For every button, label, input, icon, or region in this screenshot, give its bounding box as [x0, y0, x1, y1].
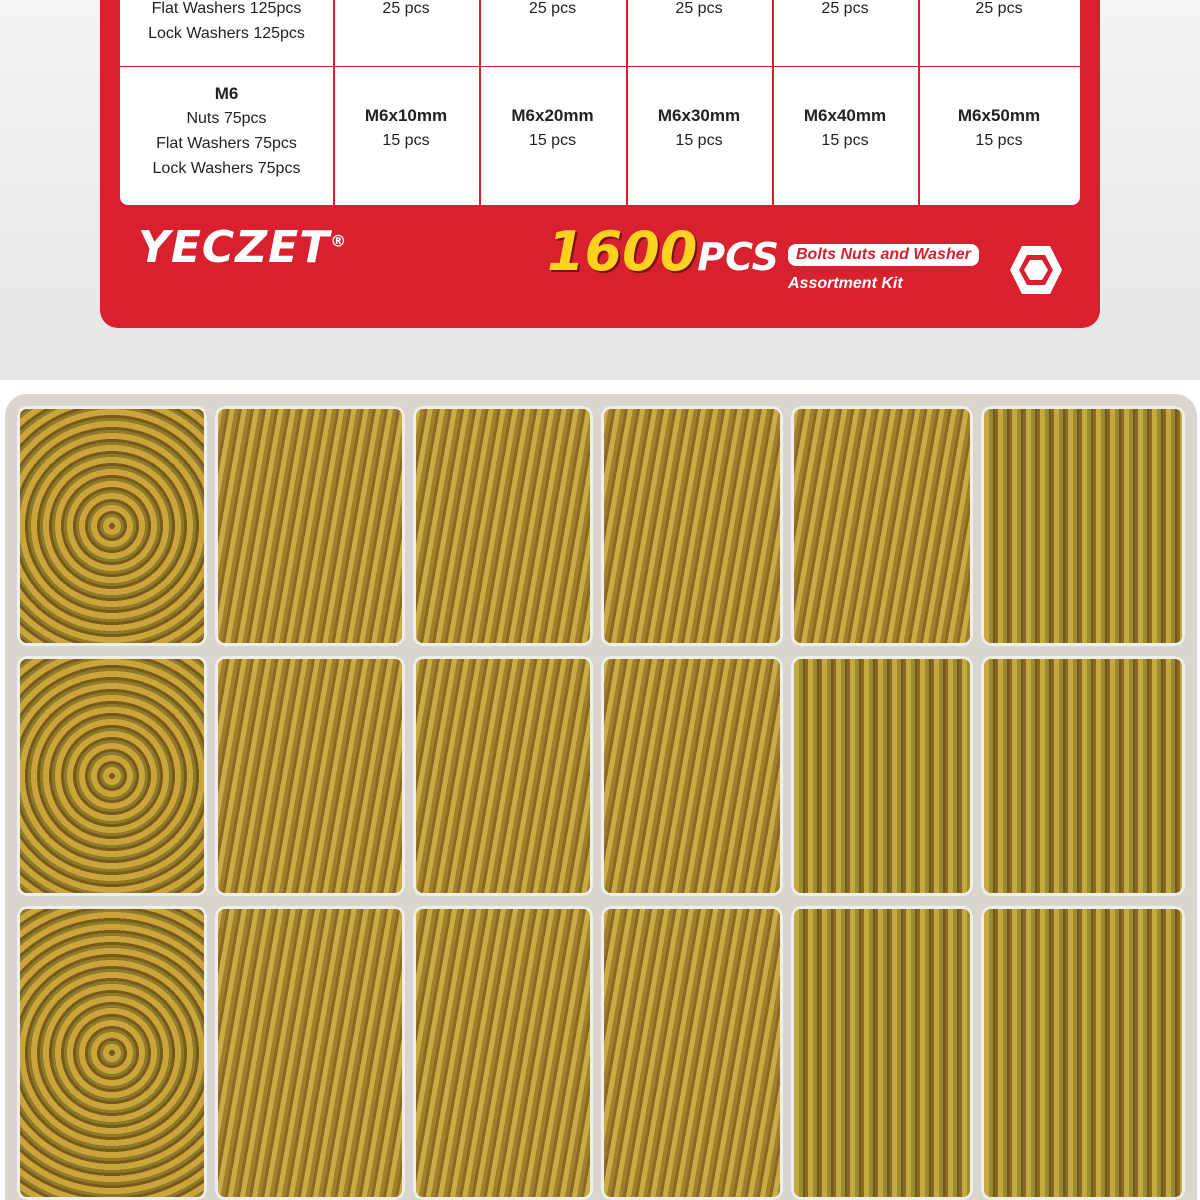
label-line: Lock Washers 125pcs: [148, 25, 305, 42]
compartment: [17, 906, 207, 1200]
compartment: [791, 406, 973, 646]
label-line: Flat Washers 75pcs: [156, 135, 297, 152]
size-cell: [772, 103, 918, 153]
organizer-tray: [5, 394, 1197, 1200]
compartment: [17, 656, 207, 896]
qty-label: 15 pcs: [675, 132, 723, 149]
label-line: Nuts 75pcs: [186, 110, 267, 127]
product-subtitle: Assortment Kit: [788, 275, 903, 292]
size-label: M6x50mm: [957, 106, 1041, 125]
compartment: [17, 406, 207, 646]
product-tag: Bolts Nuts and Washer: [788, 244, 979, 266]
row1-label: [120, 0, 333, 46]
size-cell: [479, 103, 626, 153]
qty-cell: 25 pcs: [382, 0, 430, 17]
qty-label: 15 pcs: [975, 132, 1023, 149]
compartment: [981, 406, 1185, 646]
compartment: [601, 656, 783, 896]
case-lid: [0, 0, 1200, 380]
count-number: 1600: [547, 220, 698, 283]
qty-cell: 25 pcs: [528, 0, 577, 17]
compartment: [601, 906, 783, 1200]
compartment: [215, 406, 405, 646]
size-cell: [626, 103, 772, 153]
compartment: [981, 656, 1185, 896]
compartment: [981, 906, 1185, 1200]
qty-label: 15 pcs: [821, 132, 869, 149]
label-line: Lock Washers 75pcs: [152, 160, 301, 177]
brand-name: YECZET: [138, 222, 331, 273]
compartment: [601, 406, 783, 646]
compartment: [791, 656, 973, 896]
compartment: [215, 656, 405, 896]
product-label-panel: [100, 0, 1100, 328]
qty-cell: 25 pcs: [975, 0, 1023, 17]
row2-label: [120, 81, 333, 181]
qty-label: 15 pcs: [382, 132, 430, 149]
hex-nut-icon: [1008, 244, 1064, 296]
registered-mark: ®: [330, 231, 348, 251]
compartment: [413, 656, 593, 896]
qty-cell: 25 pcs: [821, 0, 869, 17]
label-line: Flat Washers 125pcs: [151, 0, 302, 17]
qty-cell: 25 pcs: [675, 0, 723, 17]
size-cell: [918, 103, 1080, 153]
size-cell: [333, 103, 479, 153]
size-label: M6x10mm: [364, 106, 448, 125]
count-unit: PCS: [697, 235, 780, 279]
compartment: [791, 906, 973, 1200]
spec-table: [120, 0, 1080, 205]
compartment: [413, 406, 593, 646]
compartment: [215, 906, 405, 1200]
qty-label: 15 pcs: [528, 132, 577, 149]
size-label: M6x30mm: [657, 106, 741, 125]
piece-count: [547, 220, 779, 283]
size-label: M6x40mm: [803, 106, 887, 125]
compartment: [413, 906, 593, 1200]
size-label: M6x20mm: [511, 106, 594, 125]
label-title: M6: [214, 84, 239, 103]
brand-logo: [138, 222, 347, 273]
